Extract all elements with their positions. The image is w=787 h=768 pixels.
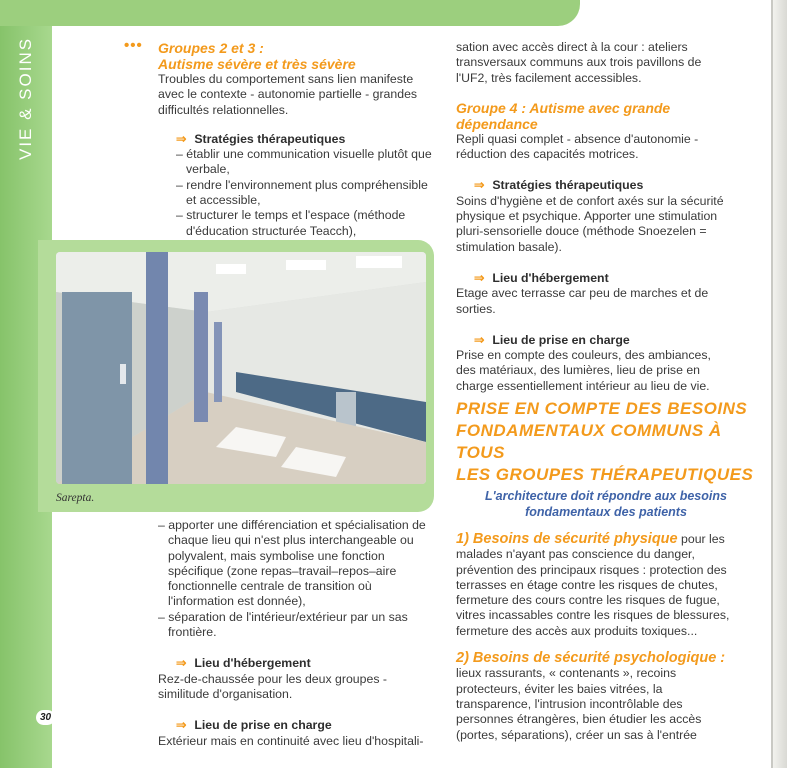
care-place-title: Lieu de prise en charge bbox=[492, 332, 630, 347]
column-left-top bbox=[124, 37, 436, 239]
page-edge bbox=[773, 0, 787, 768]
care-place-title: Lieu de prise en charge bbox=[194, 718, 332, 733]
section-title-line: PRISE EN COMPTE DES BESOINS bbox=[456, 399, 748, 418]
lodging-heading bbox=[456, 271, 734, 286]
arrow-icon: ⇒ bbox=[176, 718, 187, 733]
list-item: – structurer le temps et l'espace (méthode d'éducation structurée Teacch), bbox=[176, 208, 406, 238]
care-place-heading bbox=[456, 333, 734, 348]
section-label-text: VIE & SOINS bbox=[16, 36, 35, 160]
arrow-icon: ⇒ bbox=[474, 178, 485, 193]
group-heading-line1: Groupes 2 et 3 : bbox=[158, 40, 264, 56]
lodging-title: Lieu d'hébergement bbox=[194, 656, 311, 671]
need1-title: 1) Besoins de sécurité physique bbox=[456, 531, 678, 547]
list-item: – établir une communication visuelle plutôt que verbale, bbox=[176, 147, 432, 177]
strategies-title: Stratégies thérapeutiques bbox=[492, 178, 644, 193]
need1-paragraph bbox=[456, 532, 734, 639]
list-item: – apporter une différenciation et spécialisation de chaque lieu qui n'est plus interchangeable ou polyvalent, mais symbolise une fonction spécifique (zone repas–travail–repos–aire fonctionnelle centrale de transition où l'information est donnée), bbox=[158, 518, 426, 609]
need2-text: lieux rassurants, « contenants », recoins protecteurs, éviter les baies vitrées, la transparence, l'intrusion incontrôlable des personnes étrangères, bien étudier les accès (portes, séparations), créer un sas à l'entrée bbox=[456, 666, 702, 742]
group-intro: Troubles du comportement sans lien manifeste avec le contexte - autonomie partielle - grandes difficultés relationnelles. bbox=[158, 72, 418, 117]
top-band bbox=[0, 0, 580, 26]
corridor-image bbox=[56, 252, 426, 484]
bullet-dots-icon: ••• bbox=[124, 37, 143, 54]
group4-text: Repli quasi complet - absence d'autonomie -réduction des capacités motrices. bbox=[456, 131, 699, 162]
group4-heading: Groupe 4 : Autisme avec grande dépendance bbox=[456, 99, 671, 132]
care-place-text: Prise en compte des couleurs, des ambiances, des matériaux, des lumières, lieu de prise en charge essentiellement intérieur au lieu de vie. bbox=[456, 348, 711, 393]
corridor-photo bbox=[56, 252, 426, 484]
care-place-heading bbox=[158, 718, 436, 733]
column-right-bottom bbox=[456, 532, 734, 743]
photo-caption: Sarepta. bbox=[56, 492, 95, 504]
lodging-heading bbox=[158, 656, 436, 671]
arrow-icon: ⇒ bbox=[474, 270, 485, 285]
section-subtitle: L'architecture doit répondre aux besoins fondamentaux des patients bbox=[485, 489, 727, 519]
page-number: 30 bbox=[36, 710, 55, 725]
lodging-title: Lieu d'hébergement bbox=[492, 270, 609, 285]
strategies-list bbox=[158, 147, 436, 239]
column-right-top bbox=[456, 40, 734, 394]
strategies-text: Soins d'hygiène et de confort axés sur la sécurité physique et psychique. Apporter une stimulation pluri-sensorielle douce (méthode Snoezelen = stimulation basale). bbox=[456, 193, 724, 254]
list-item: – rendre l'environnement plus compréhensible et accessible, bbox=[176, 177, 428, 208]
need2-paragraph bbox=[456, 651, 734, 743]
section-title bbox=[456, 398, 756, 486]
section-title-line: FONDAMENTAUX COMMUNS À TOUS bbox=[456, 421, 722, 462]
strategies-heading bbox=[456, 178, 734, 193]
arrow-icon: ⇒ bbox=[176, 656, 187, 671]
lodging-text: Rez-de-chaussée pour les deux groupes - similitude d'organisation. bbox=[158, 671, 387, 701]
strategies-title: Stratégies thérapeutiques bbox=[194, 131, 346, 146]
arrow-icon: ⇒ bbox=[176, 131, 187, 146]
need2-title: 2) Besoins de sécurité psychologique : bbox=[456, 650, 726, 667]
list-item: – séparation de l'intérieur/extérieur par un sas frontière. bbox=[158, 609, 408, 640]
column-left-bottom bbox=[158, 518, 436, 749]
need1-text: pour les malades n'ayant pas conscience du danger, prévention des principaux risques : protection des terrasses en étage contre les risques de chutes, fermeture des cours contre les risques de fugue, vitres incassables contre les risques de blessures, fermeture des accès aux produits toxiques... bbox=[456, 532, 730, 638]
arrow-icon: ⇒ bbox=[474, 332, 485, 347]
group-heading-line2: Autisme sévère et très sévère bbox=[158, 56, 356, 72]
strategies-heading bbox=[158, 132, 436, 147]
care-place-text: Extérieur mais en continuité avec lieu d'hospitali- bbox=[158, 733, 424, 748]
section-title-line: LES GROUPES THÉRAPEUTIQUES bbox=[456, 465, 754, 484]
lodging-text: Etage avec terrasse car peu de marches et de sorties. bbox=[456, 286, 709, 316]
continued-text: sation avec accès direct à la cour : ateliers transversaux communs aux trois pavillons de l'UF2, très facilement accessibles. bbox=[456, 40, 702, 85]
